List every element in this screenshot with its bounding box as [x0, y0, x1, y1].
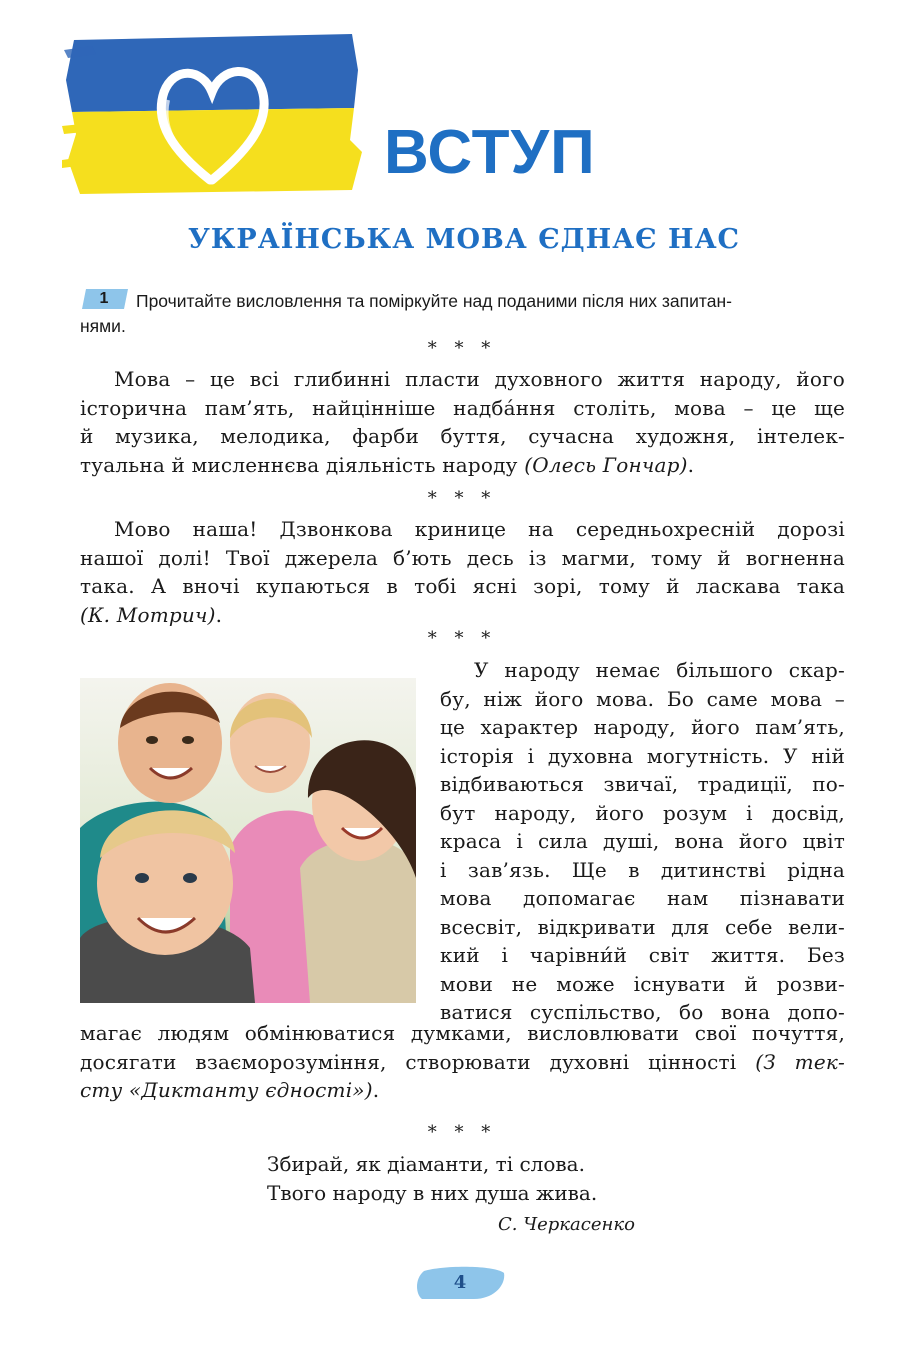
- quote-1-text: туальна й мисленнєва діяльність народу: [80, 452, 525, 477]
- quote-3-full: [80, 1019, 845, 1105]
- quote-3-line: це характер народу, його пам’ять,: [440, 715, 845, 739]
- quote-2-tail: .: [215, 602, 223, 627]
- quote-3-line: історія і духовна могутність. У ній: [440, 743, 845, 768]
- quote-1-line: історична пам’ять, найцінніше надбáння століть, мова – це ще: [80, 395, 845, 420]
- quote-3-line: ватися суспільство, бо вона допо-: [440, 1000, 845, 1024]
- quote-1-line-last: [80, 451, 845, 480]
- quote-3-source: (З тек-: [755, 1049, 845, 1074]
- separator-4: * * *: [427, 1122, 497, 1143]
- separator-2: * * *: [427, 488, 497, 509]
- quote-1-line: й музика, мелодика, фарби буття, сучасна художня, інтелек-: [80, 424, 845, 448]
- ukrainian-flag-heart-icon: [62, 30, 362, 195]
- quote-2-line-last: [80, 601, 845, 630]
- page-number-badge: [414, 1265, 506, 1301]
- quote-2-line: Мово наша! Дзвонкова кринице на середньохресній дорозі: [114, 517, 845, 541]
- quote-3-line: магає людям обмінюватися думками, висловлювати свої почуття,: [80, 1021, 845, 1045]
- separator-1: * * *: [427, 338, 497, 359]
- quote-3-line: У народу немає більшого скар-: [474, 658, 845, 682]
- task-number-badge: [80, 287, 130, 311]
- quote-2: [80, 515, 845, 629]
- quote-2-line: нашої долі! Твої джерела б’ють десь із магми, тому й вогненна: [80, 545, 845, 570]
- quote-1-line: Мова – це всі глибинні пласти духовного життя народу, його: [114, 367, 845, 391]
- quote-3-line: всесвіт, відкривати для себе вели-: [440, 914, 845, 939]
- task-instruction: Прочитайте висловлення та поміркуйте над поданими після них запитан-: [136, 291, 732, 311]
- quote-1-tail: .: [687, 452, 695, 477]
- quote-2-source: (К. Мотрич): [80, 602, 216, 627]
- separator-3: * * *: [427, 628, 497, 649]
- quote-1-source: (Олесь Гончар): [524, 452, 688, 477]
- task-number: 1: [99, 290, 109, 307]
- quote-1: [80, 365, 845, 479]
- quote-3-line: і зав’язь. Ще в дитинстві рідна: [440, 857, 845, 882]
- quote-3-line: бут народу, його розум і досвід,: [440, 800, 845, 825]
- section-title: УКРАЇНСЬКА МОВА ЄДНАЄ НАС: [187, 224, 741, 255]
- quote-2-line: така. А вночі купаються в тобі ясні зорі, тому й ласкава така: [80, 574, 845, 598]
- quote-3-text: досягати взаєморозуміння, створювати духовні цінності: [80, 1049, 756, 1074]
- quote-3-line: бу, ніж його мова. Бо саме мова –: [440, 686, 845, 711]
- quote-3-line-last: [80, 1076, 845, 1105]
- poem-line: Збирай, як діаманти, ті слова.: [267, 1152, 585, 1176]
- quote-3-line: краса і сила душі, вона його цвіт: [440, 829, 845, 853]
- poem-line: Твого народу в них душа жива.: [267, 1181, 598, 1205]
- children-photo: [80, 678, 416, 1003]
- quote-3-line: мова допомагає нам пізнавати: [440, 886, 845, 910]
- quote-3-line: [80, 1048, 845, 1077]
- chapter-title: ВСТУП: [384, 118, 596, 187]
- quote-3-line: кий і чарівни́й світ життя. Без: [440, 943, 845, 967]
- poem-author: С. Черкасенко: [498, 1214, 635, 1235]
- task-instruction-cont: нями.: [80, 316, 126, 336]
- quote-3-line: відбиваються звичаї, традиції, по-: [440, 772, 845, 796]
- page-number: 4: [453, 1272, 467, 1293]
- quote-3-tail: .: [372, 1078, 380, 1102]
- quote-3-source-cont: сту «Диктанту єдності»): [80, 1078, 373, 1102]
- quote-3-line: мови не може існувати й розви-: [440, 971, 845, 996]
- quote-3-side: [440, 656, 845, 1027]
- poem: [267, 1150, 597, 1208]
